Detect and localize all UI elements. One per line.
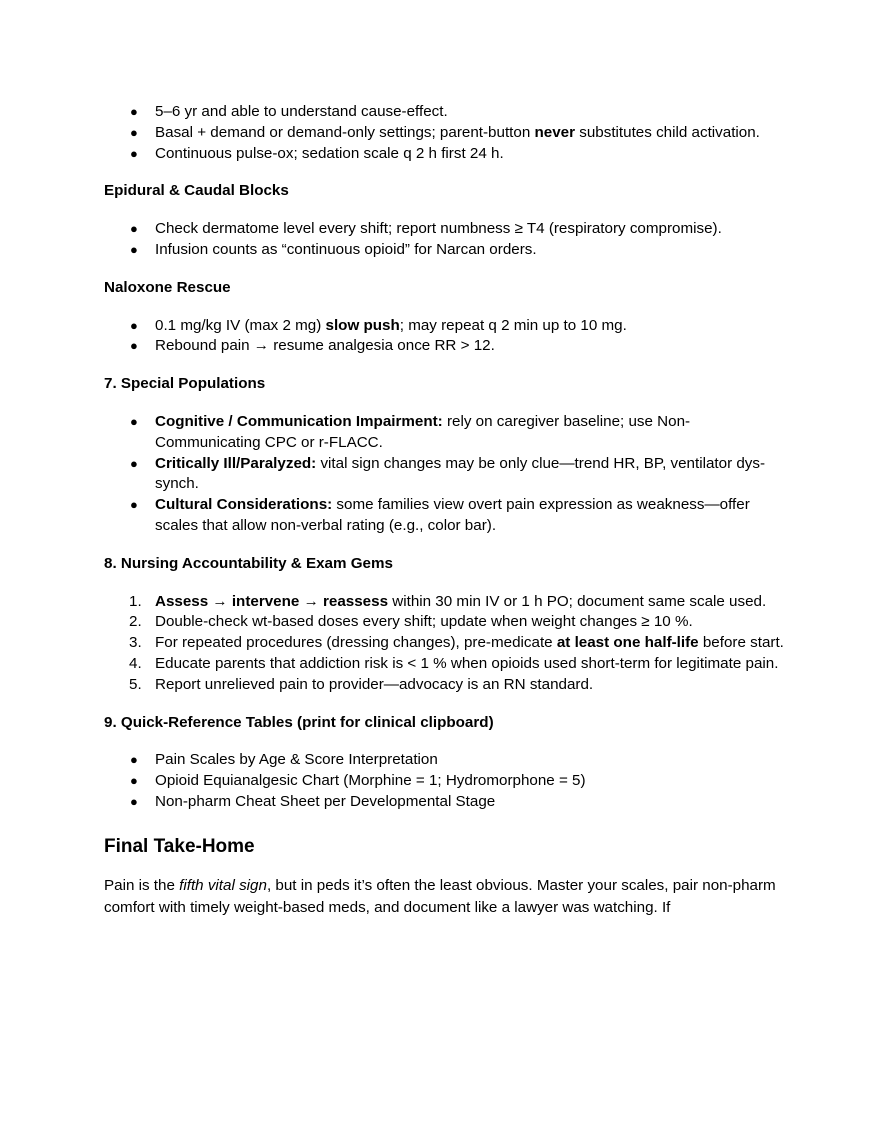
list-item [104,592,784,613]
quick-reference-list [104,750,784,812]
final-take-home-paragraph [104,875,784,919]
list-item-text: before start. [698,634,784,652]
list-item [104,144,784,165]
list-item [104,123,784,144]
list-number: 1. [129,592,142,610]
epidural-list [104,219,784,261]
pca-criteria-list [104,102,784,164]
list-item-text: Basal + demand or demand-only settings; parent-button [155,123,535,141]
list-item-emphasis: at least one half-life [556,634,699,652]
paragraph-text: Pain is the [104,876,180,894]
list-item-text: some families view overt pain expression as weakness—offer scales that allow non-verbal rating (e.g., color bar). [155,496,750,534]
list-item [104,654,784,675]
list-item-term: Cultural Considerations: [155,496,333,514]
list-item: ● Opioid Equianalgesic Chart (Morphine = 1; Hydromorphone = 5) [104,771,784,792]
section-heading-epidural: Epidural & Caudal Blocks [104,182,289,200]
list-item-text: Educate parents that addiction risk is < 1 % when opioids used short-term for legitimate pain. [155,654,779,672]
list-item [104,454,784,496]
list-item-text: substitutes child activation. [575,123,760,141]
list-item-text: vital sign changes may be only clue—trend HR, BP, ventilator dys-synch. [155,454,766,493]
list-item [104,633,784,654]
list-number: 3. [129,634,142,652]
list-item-text: 0.1 mg/kg IV (max 2 mg) [155,316,326,334]
list-item: ● Non-pharm Cheat Sheet per Developmental Stage [104,792,784,813]
section-heading-special-populations: 7. Special Populations [104,375,266,393]
list-item [104,412,784,454]
list-item: ● Infusion counts as “continuous opioid” for Narcan orders. [104,240,784,261]
section-heading-naloxone: Naloxone Rescue [104,278,231,296]
list-item-term: Critically Ill/Paralyzed: [155,454,317,472]
section-heading-quick-reference: 9. Quick-Reference Tables (print for clinical clipboard) [104,713,494,731]
document-page [104,102,784,919]
paragraph-emphasis: fifth vital sign [179,876,267,894]
list-item: ● Rebound pain → resume analgesia once RR > 12. [104,336,784,357]
list-item-text: within 30 min IV or 1 h PO; document same scale used. [388,592,767,610]
list-item-text: Double-check wt-based doses every shift; update when weight changes ≥ 10 %. [155,613,693,631]
list-item: ● Pain Scales by Age & Score Interpretation [104,750,784,771]
list-item [104,675,784,696]
list-item-text: Report unrelieved pain to provider—advocacy is an RN standard. [155,675,594,693]
paragraph-text: , but in peds it’s often the least obvious. Master your scales, pair non-pharm comfort with timely weight-based meds, and document like a lawyer was watching. If [104,876,776,916]
nursing-accountability-list [104,592,784,696]
list-item [104,102,784,123]
list-item-text: rely on caregiver baseline; use Non-Communicating CPC or r-FLACC. [155,412,691,451]
list-item-term: Cognitive / Communication Impairment: [155,412,443,430]
naloxone-list [104,316,784,358]
list-item-text: Continuous pulse-ox; sedation scale q 2 h first 24 h. [155,144,504,162]
list-number: 4. [129,654,142,672]
list-number: 5. [129,675,142,693]
list-item-text: ; may repeat q 2 min up to 10 mg. [399,316,627,334]
list-item-text: For repeated procedures (dressing changes), pre-medicate [155,634,557,652]
list-item [104,612,784,633]
list-item-emphasis: slow push [325,316,400,334]
special-populations-list [104,412,784,537]
list-item [104,316,784,337]
list-item-emphasis: Assess → intervene → reassess [155,592,389,610]
list-item [104,495,784,537]
list-item: ● Check dermatome level every shift; report numbness ≥ T4 (respiratory compromise). [104,219,784,240]
list-item-emphasis: never [534,123,576,141]
section-heading-nursing-accountability: 8. Nursing Accountability & Exam Gems [104,554,393,572]
section-heading-final-take-home: Final Take-Home [104,835,255,857]
list-item-text: 5–6 yr and able to understand cause-effect. [155,103,448,120]
list-number: 2. [129,613,142,631]
